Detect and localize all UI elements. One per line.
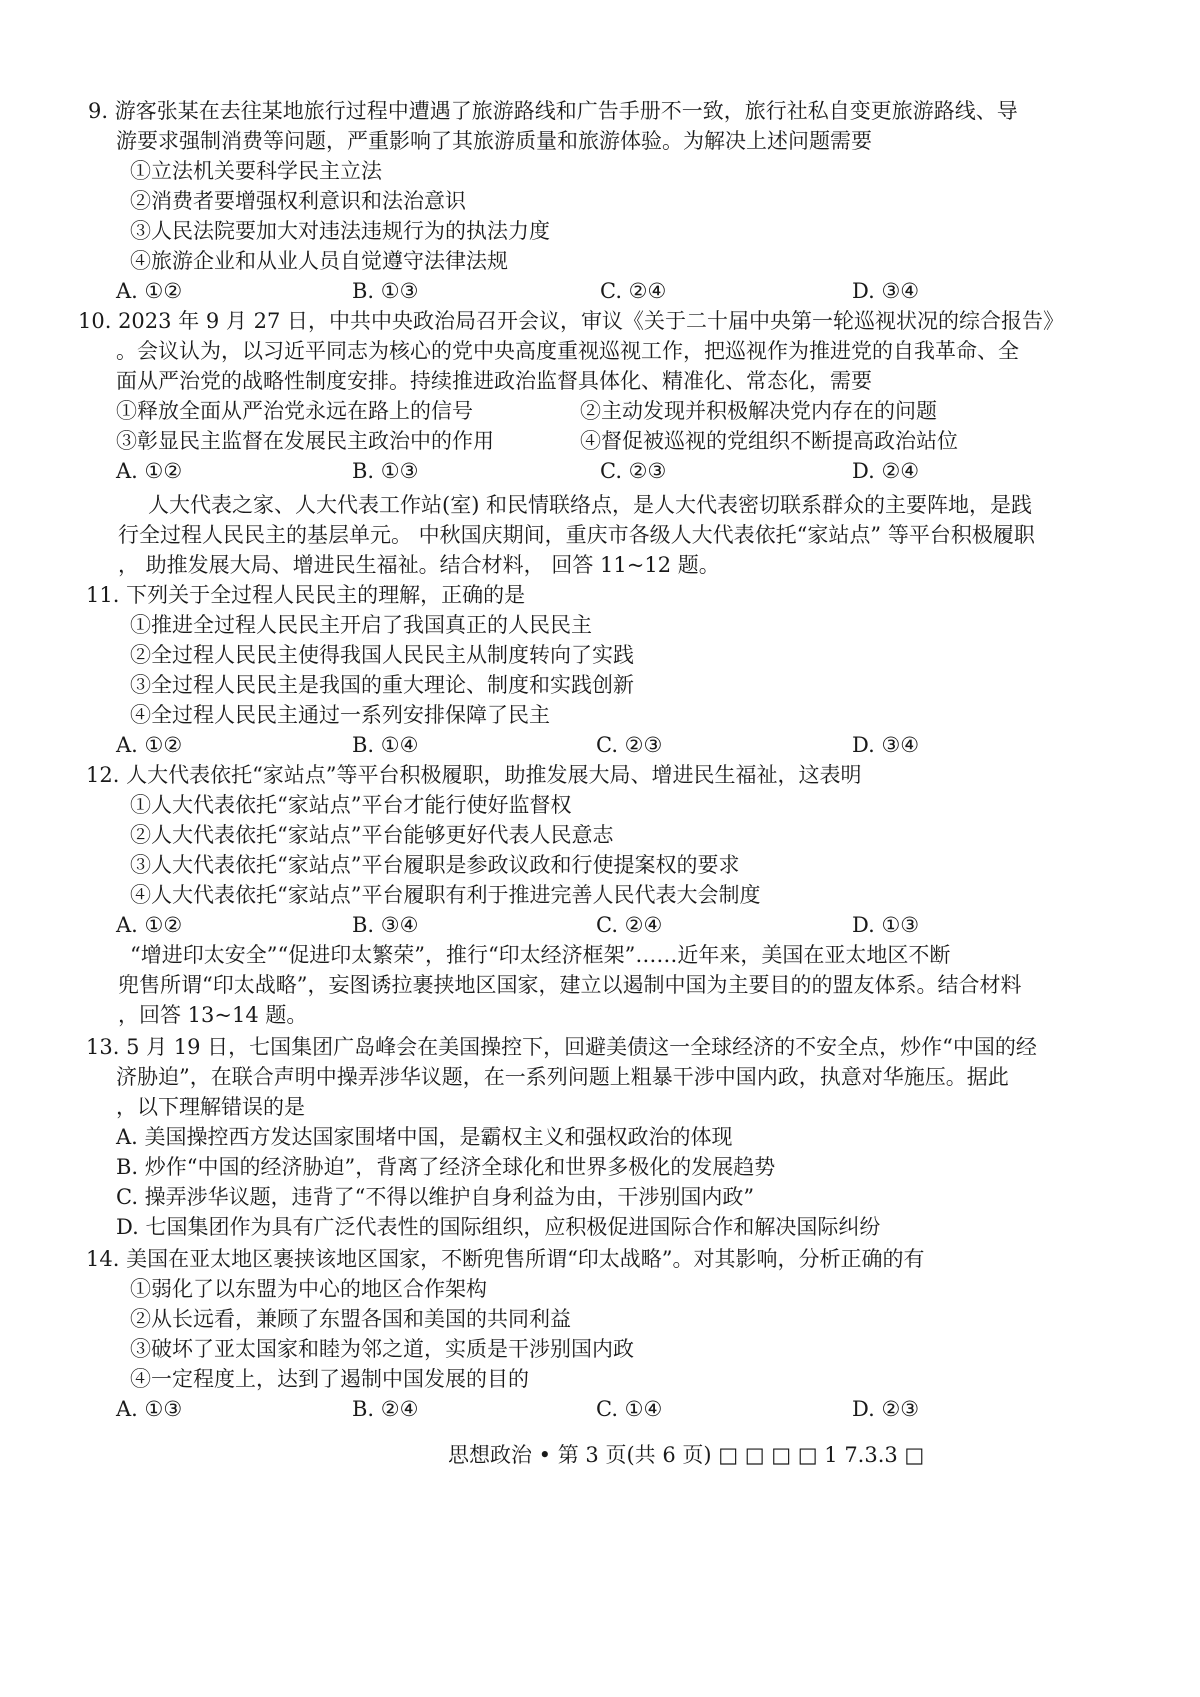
statement-option: ②人大代表依托“家站点”平台能够更好代表人民意志 — [130, 823, 614, 847]
passage-line: ， 助推发展大局、增进民生福祉。结合材料， 回答 11~12 题。 — [118, 553, 720, 577]
page-footer: 思想政治 • 第 3 页(共 6 页) □ □ □ □ 1 7.3.3 □ — [448, 1443, 925, 1467]
statement-option: ①弱化了以东盟为中心的地区合作架构 — [130, 1277, 487, 1301]
question-stem: 9. 游客张某在去往某地旅行过程中遭遇了旅游路线和广告手册不一致，旅行社私自变更旅游路线、导 — [88, 99, 1018, 123]
question-stem: 游要求强制消费等问题，严重影响了其旅游质量和旅游体验。为解决上述问题需要 — [116, 129, 872, 153]
answer-choice-b: B. 炒作“中国的经济胁迫”，背离了经济全球化和世界多极化的发展趋势 — [116, 1155, 776, 1179]
answer-choice-d: D. ②③ — [852, 1397, 920, 1421]
answer-choice-c: C. 操弄涉华议题，违背了“不得以维护自身利益为由，干涉别国内政” — [116, 1185, 755, 1209]
answer-choice-a: A. ①③ — [116, 1397, 183, 1421]
statement-option: ④一定程度上，达到了遏制中国发展的目的 — [130, 1367, 529, 1391]
statement-option: ①推进全过程人民民主开启了我国真正的人民民主 — [130, 613, 592, 637]
answer-choice-a: A. ①② — [116, 459, 183, 483]
question-stem: 13. 5 月 19 日，七国集团广岛峰会在美国操控下，回避美债这一全球经济的不安全点，炒作“中国的经 — [86, 1035, 1037, 1059]
passage-line: 兜售所谓“印太战略”，妄图诱拉裹挟地区国家，建立以遏制中国为主要目的的盟友体系。结合材料 — [118, 973, 1022, 997]
passage-line: “增进印太安全”“促进印太繁荣”，推行“印太经济框架”……近年来，美国在亚太地区不断 — [130, 943, 951, 967]
answer-choice-c: C. ②③ — [600, 459, 667, 483]
answer-choice-c: C. ①④ — [596, 1397, 663, 1421]
answer-choice-a: A. ①② — [116, 733, 183, 757]
statement-option: ③人民法院要加大对违法违规行为的执法力度 — [130, 219, 550, 243]
statement-option: ④旅游企业和从业人员自觉遵守法律法规 — [130, 249, 508, 273]
statement-option: ②消费者要增强权利意识和法治意识 — [130, 189, 466, 213]
question-stem: 。会议认为，以习近平同志为核心的党中央高度重视巡视工作，把巡视作为推进党的自我革命、全 — [116, 339, 1019, 363]
statement-option: ②全过程人民民主使得我国人民民主从制度转向了实践 — [130, 643, 634, 667]
question-stem: 济胁迫”，在联合声明中操弄涉华议题，在一系列问题上粗暴干涉中国内政，执意对华施压。据此 — [116, 1065, 1009, 1089]
statement-option: ③破坏了亚太国家和睦为邻之道，实质是干涉别国内政 — [130, 1337, 634, 1361]
answer-choice-b: B. ①③ — [352, 459, 419, 483]
answer-choice-a: A. ①② — [116, 279, 183, 303]
question-stem: ，以下理解错误的是 — [116, 1095, 305, 1119]
answer-choice-a: A. ①② — [116, 913, 183, 937]
answer-choice-d: D. ③④ — [852, 279, 920, 303]
answer-choice-a: A. 美国操控西方发达国家围堵中国，是霸权主义和强权政治的体现 — [116, 1125, 733, 1149]
question-stem: 11. 下列关于全过程人民民主的理解，正确的是 — [86, 583, 526, 607]
statement-option: ③人大代表依托“家站点”平台履职是参政议政和行使提案权的要求 — [130, 853, 740, 877]
answer-choice-b: B. ①③ — [352, 279, 419, 303]
answer-choice-c: C. ②④ — [596, 913, 663, 937]
question-stem: 12. 人大代表依托“家站点”等平台积极履职，助推发展大局、增进民生福祉，这表明 — [86, 763, 862, 787]
answer-choice-d: D. ③④ — [852, 733, 920, 757]
answer-choice-b: B. ②④ — [352, 1397, 419, 1421]
passage-line: 人大代表之家、人大代表工作站(室) 和民情联络点，是人大代表密切联系群众的主要阵地，是践 — [148, 493, 1033, 517]
question-stem: 14. 美国在亚太地区裹挟该地区国家，不断兜售所谓“印太战略”。对其影响，分析正确的有 — [86, 1247, 925, 1271]
answer-choice-c: C. ②③ — [596, 733, 663, 757]
question-stem: 面从严治党的战略性制度安排。持续推进政治监督具体化、精准化、常态化，需要 — [116, 369, 872, 393]
passage-line: 行全过程人民民主的基层单元。 中秋国庆期间，重庆市各级人大代表依托“家站点” 等平台积极履职 — [118, 523, 1035, 547]
answer-choice-b: B. ①④ — [352, 733, 419, 757]
statement-option: ④督促被巡视的党组织不断提高政治站位 — [580, 429, 958, 453]
statement-option: ①立法机关要科学民主立法 — [130, 159, 382, 183]
answer-choice-d: D. 七国集团作为具有广泛代表性的国际组织，应积极促进国际合作和解决国际纠纷 — [116, 1215, 881, 1239]
statement-option: ③全过程人民民主是我国的重大理论、制度和实践创新 — [130, 673, 634, 697]
statement-option: ①释放全面从严治党永远在路上的信号 — [116, 399, 473, 423]
statement-option: ④人大代表依托“家站点”平台履职有利于推进完善人民代表大会制度 — [130, 883, 761, 907]
answer-choice-c: C. ②④ — [600, 279, 667, 303]
answer-choice-d: D. ②④ — [852, 459, 920, 483]
question-stem: 10. 2023 年 9 月 27 日，中共中央政治局召开会议，审议《关于二十届中央第一轮巡视状况的综合报告》 — [78, 309, 1064, 333]
statement-option: ②从长远看，兼顾了东盟各国和美国的共同利益 — [130, 1307, 571, 1331]
answer-choice-b: B. ③④ — [352, 913, 419, 937]
statement-option: ③彰显民主监督在发展民主政治中的作用 — [116, 429, 494, 453]
statement-option: ②主动发现并积极解决党内存在的问题 — [580, 399, 937, 423]
passage-line: ，回答 13~14 题。 — [118, 1003, 308, 1027]
statement-option: ④全过程人民民主通过一系列安排保障了民主 — [130, 703, 550, 727]
answer-choice-d: D. ①③ — [852, 913, 920, 937]
statement-option: ①人大代表依托“家站点”平台才能行使好监督权 — [130, 793, 572, 817]
